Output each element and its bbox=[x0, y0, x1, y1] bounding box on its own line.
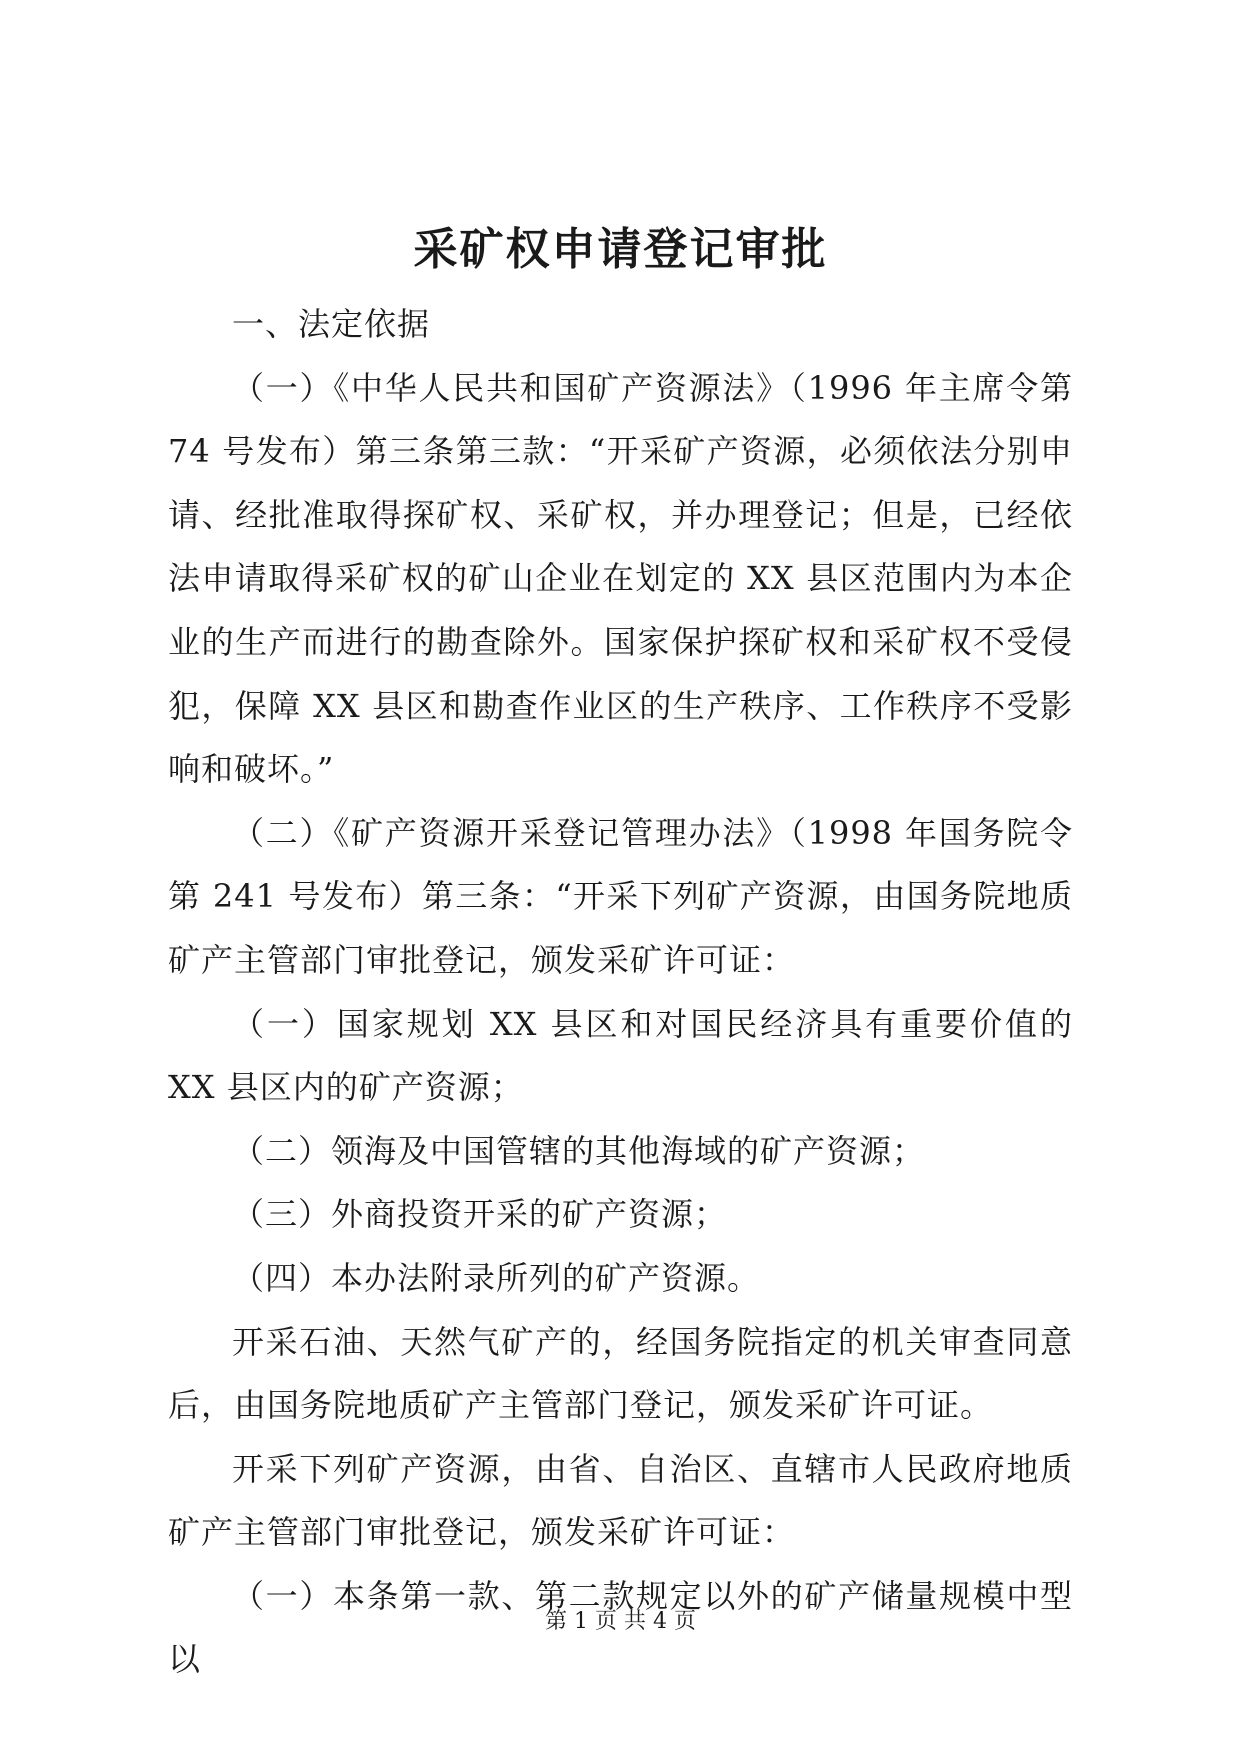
list-item: （二）领海及中国管辖的其他海域的矿产资源； bbox=[232, 1131, 926, 1170]
list-item: （三）外商投资开采的矿产资源； bbox=[232, 1195, 728, 1234]
paragraph: 开采石油、天然气矿产的，经国务院指定的机关审查同意后，由国务院地质矿产主管部门登记，颁发采矿许可证。 bbox=[168, 1322, 1073, 1425]
page-footer: 第 1 页 共 4 页 bbox=[545, 1609, 696, 1634]
paragraph: （一）《中华人民共和国矿产资源法》（1996 年主席令第 74 号发布）第三条第三款：“开采矿产资源，必须依法分别申请、经批准取得探矿权、采矿权，并办理登记；但是，已经依法申请取得采矿权的矿山企业在划定的 XX 县区范围内为本企业的生产而进行的勘查除外。国家保护探矿权和采矿权不受侵犯，保障 XX 县区和勘查作业区的生产秩序、工作秩序不受影响和破坏。” bbox=[168, 368, 1073, 789]
paragraph: （二）《矿产资源开采登记管理办法》（1998 年国务院令第 241 号发布）第三条：“开采下列矿产资源，由国务院地质矿产主管部门审批登记，颁发采矿许可证： bbox=[168, 813, 1073, 979]
list-item: （四）本办法附录所列的矿产资源。 bbox=[232, 1258, 761, 1297]
document-title: 采矿权申请登记审批 bbox=[413, 224, 828, 275]
list-item: （一）本条第一款、第二款规定以外的矿产储量规模中型以 bbox=[168, 1576, 1073, 1679]
document-body bbox=[168, 293, 1073, 1692]
section-heading: 一、法定依据 bbox=[232, 305, 431, 343]
list-item: （一）国家规划 XX 县区和对国民经济具有重要价值的 XX 县区内的矿产资源； bbox=[168, 1004, 1073, 1107]
paragraph: 开采下列矿产资源，由省、自治区、直辖市人民政府地质矿产主管部门审批登记，颁发采矿许可证： bbox=[168, 1449, 1073, 1552]
